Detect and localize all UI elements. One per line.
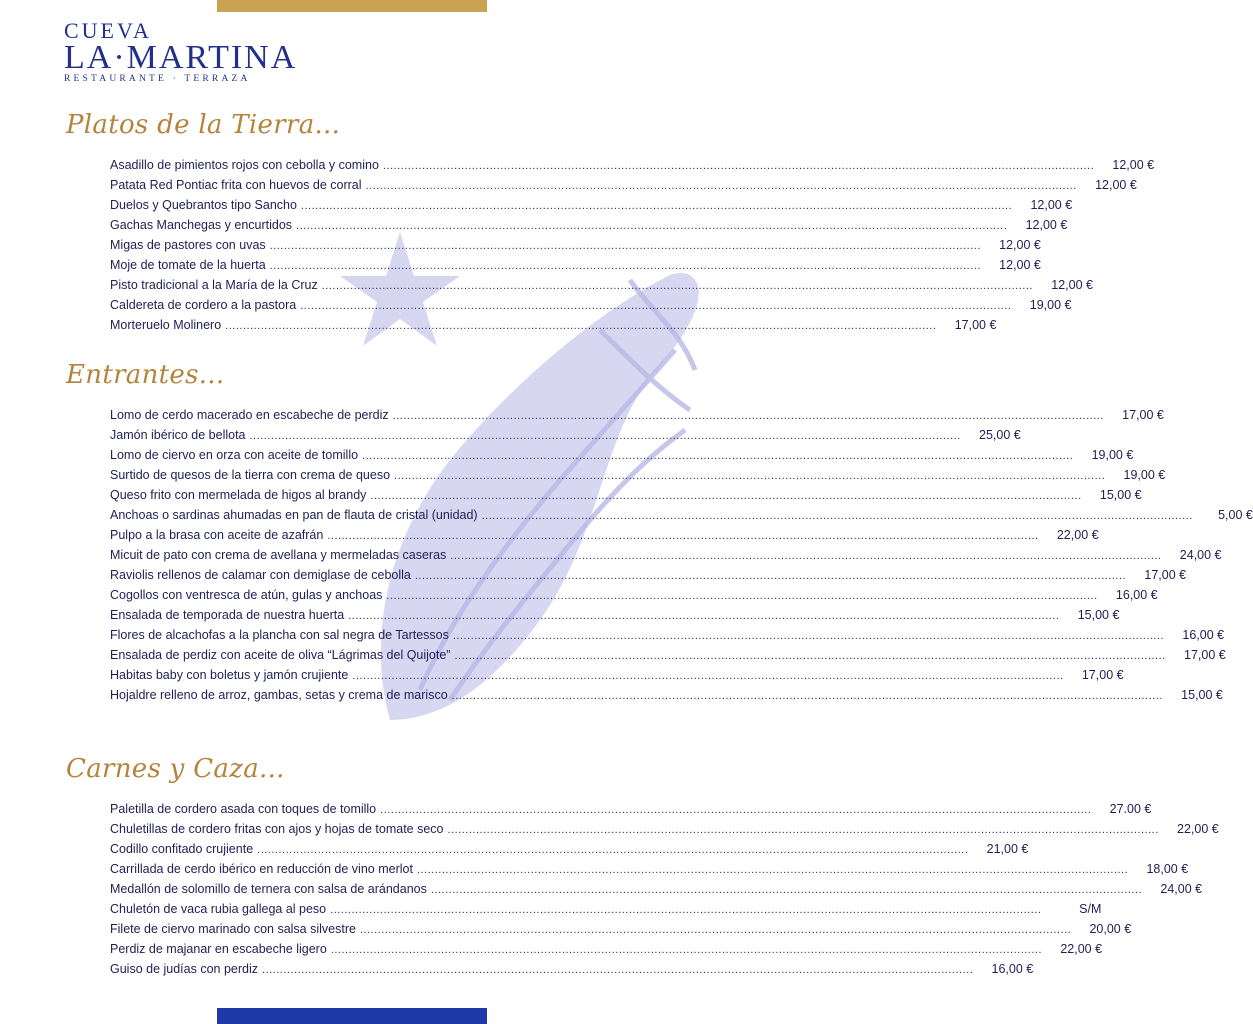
menu-item-name: Queso frito con mermelada de higos al brandy (110, 488, 367, 502)
dot-leader: ........................................................................................................................................................................................................ (414, 570, 1127, 582)
dot-leader: ........................................................................................................................................................................................................ (452, 630, 1165, 642)
menu-item (110, 588, 1158, 608)
menu-item-price: 21,00 € (986, 842, 1029, 856)
section-title-carnes-caza: Carnes y Caza... (66, 754, 285, 784)
dot-leader: ........................................................................................................................................................................................................ (300, 200, 1013, 212)
menu-item-name: Raviolis rellenos de calamar con demiglase de cebolla (110, 568, 411, 582)
menu-item-price: 24,00 € (1160, 882, 1203, 896)
dot-leader: ........................................................................................................................................................................................................ (365, 180, 1077, 192)
menu-item (110, 468, 1166, 488)
menu-item-price: 22,00 € (1177, 822, 1219, 836)
menu-item (110, 648, 1226, 668)
menu-item (110, 528, 1099, 548)
menu-item-price: 12,00 € (1112, 158, 1155, 172)
dot-leader: ........................................................................................................................................................................................................ (269, 260, 981, 272)
dot-leader: ........................................................................................................................................................................................................ (382, 160, 1095, 172)
menu-item-price: 12,00 € (1025, 218, 1068, 232)
menu-item (110, 258, 1041, 278)
dot-leader: ........................................................................................................................................................................................................ (386, 590, 1098, 602)
menu-item-name: Guiso de judías con perdiz (110, 962, 259, 976)
menu-item-name: Jamón ibérico de bellota (110, 428, 246, 442)
menu-item (110, 822, 1219, 842)
menu-item-price: 5,00 € (1218, 508, 1253, 522)
menu-item-name: Caldereta de cordero a la pastora (110, 298, 297, 312)
menu-item-price: 20,00 € (1089, 922, 1132, 936)
dot-leader: ........................................................................................................................................................................................................ (392, 410, 1104, 422)
menu-item-price: 19,00 € (1029, 298, 1072, 312)
menu-item-price: 12,00 € (1095, 178, 1137, 192)
menu-item (110, 278, 1093, 298)
menu-item-name: Duelos y Quebrantos tipo Sancho (110, 198, 297, 212)
restaurant-logo (64, 20, 297, 84)
dot-leader: ........................................................................................................................................................................................................ (451, 690, 1163, 702)
menu-item (110, 408, 1164, 428)
menu-item-name: Flores de alcachofas a la plancha con sal negra de Tartessos (110, 628, 449, 642)
menu-item-name: Surtido de quesos de la tierra con crema de queso (110, 468, 391, 482)
bottom-accent-bar (217, 1008, 487, 1024)
menu-item-price: 16,00 € (991, 962, 1034, 976)
menu-item-price: 12,00 € (1030, 198, 1073, 212)
menu-item-price: 22,00 € (1060, 942, 1103, 956)
menu-item-price: 17,00 € (954, 318, 997, 332)
menu-item-price: 15,00 € (1181, 688, 1223, 702)
menu-item (110, 178, 1137, 198)
menu-item-name: Chuletón de vaca rubia gallega al peso (110, 902, 327, 916)
logo-subtitle: RESTAURANTE · TERRAZA (64, 74, 251, 84)
menu-item-price: 18,00 € (1146, 862, 1189, 876)
menu-item (110, 198, 1073, 218)
dot-leader: ........................................................................................................................................................................................................ (348, 610, 1060, 622)
dot-leader: ........................................................................................................................................................................................................ (296, 220, 1008, 232)
menu-item-name: Ensalada de temporada de nuestra huerta (110, 608, 345, 622)
menu-item (110, 688, 1223, 708)
menu-item-price: 12,00 € (999, 238, 1041, 252)
dot-leader: ........................................................................................................................................................................................................ (359, 924, 1072, 936)
menu-item-name: Habitas baby con boletus y jamón crujiente (110, 668, 349, 682)
dot-leader: ........................................................................................................................................................................................................ (327, 530, 1039, 542)
dot-leader: ........................................................................................................................................................................................................ (330, 904, 1042, 916)
dot-leader: ........................................................................................................................................................................................................ (330, 944, 1043, 956)
dot-leader: ........................................................................................................................................................................................................ (257, 844, 969, 856)
menu-item-name: Lomo de cerdo macerado en escabeche de perdiz (110, 408, 389, 422)
menu-item (110, 488, 1142, 508)
menu-item-price: 24,00 € (1179, 548, 1222, 562)
menu-item-name: Carrillada de cerdo ibérico en reducción de vino merlot (110, 862, 413, 876)
section-title-entrantes: Entrantes... (66, 360, 225, 390)
menu-item (110, 802, 1152, 822)
menu-item (110, 448, 1134, 468)
dot-leader: ........................................................................................................................................................................................................ (380, 804, 1092, 816)
dot-leader: ........................................................................................................................................................................................................ (394, 470, 1106, 482)
menu-item-price: S/M (1079, 902, 1102, 916)
menu-item-price: 25,00 € (979, 428, 1021, 442)
menu-item-price: 22,00 € (1056, 528, 1099, 542)
dot-leader: ........................................................................................................................................................................................................ (321, 280, 1033, 292)
menu-item (110, 548, 1222, 568)
menu-item-price: 19,00 € (1091, 448, 1134, 462)
menu-item-price: 17,00 € (1081, 668, 1124, 682)
menu-item (110, 608, 1120, 628)
menu-item-price: 15,00 € (1077, 608, 1120, 622)
dot-leader: ........................................................................................................................................................................................................ (481, 510, 1193, 522)
menu-item-name: Patata Red Pontiac frita con huevos de corral (110, 178, 362, 192)
menu-item-price: 16,00 € (1182, 628, 1225, 642)
menu-item (110, 668, 1124, 688)
menu-item (110, 298, 1072, 318)
menu-item (110, 318, 997, 338)
menu-item-name: Asadillo de pimientos rojos con cebolla y comino (110, 158, 379, 172)
menu-item-price: 12,00 € (999, 258, 1041, 272)
dot-leader: ........................................................................................................................................................................................................ (450, 550, 1162, 562)
menu-list-carnes-caza (110, 802, 1219, 982)
menu-item-price: 16,00 € (1115, 588, 1158, 602)
logo-name: LA·MARTINA (64, 39, 298, 76)
dot-leader: ........................................................................................................................................................................................................ (430, 884, 1143, 896)
menu-item-name: Cogollos con ventresca de atún, gulas y anchoas (110, 588, 383, 602)
menu-item-price: 19,00 € (1123, 468, 1166, 482)
menu-item-name: Migas de pastores con uvas (110, 238, 266, 252)
menu-item-name: Codillo confitado crujiente (110, 842, 254, 856)
menu-item-price: 17,00 € (1122, 408, 1164, 422)
menu-item (110, 238, 1041, 258)
menu-item (110, 842, 1029, 862)
menu-item-name: Perdiz de majanar en escabeche ligero (110, 942, 327, 956)
menu-item (110, 862, 1189, 882)
menu-item (110, 218, 1068, 238)
menu-item-price: 17,00 € (1184, 648, 1226, 662)
dot-leader: ........................................................................................................................................................................................................ (262, 964, 974, 976)
menu-item (110, 508, 1253, 528)
menu-item-name: Paletilla de cordero asada con toques de tomillo (110, 802, 377, 816)
dot-leader: ........................................................................................................................................................................................................ (447, 824, 1159, 836)
menu-item-name: Pulpo a la brasa con aceite de azafrán (110, 528, 324, 542)
menu-item-name: Gachas Manchegas y encurtidos (110, 218, 293, 232)
menu-item-name: Micuit de pato con crema de avellana y mermeladas caseras (110, 548, 447, 562)
menu-item-name: Hojaldre relleno de arroz, gambas, setas y crema de marisco (110, 688, 448, 702)
menu-item (110, 962, 1034, 982)
menu-item (110, 882, 1203, 902)
menu-item-name: Moje de tomate de la huerta (110, 258, 266, 272)
menu-list-platos-tierra (110, 158, 1155, 338)
dot-leader: ........................................................................................................................................................................................................ (269, 240, 981, 252)
menu-item (110, 902, 1102, 922)
menu-item-name: Morteruelo Molinero (110, 318, 222, 332)
menu-item (110, 942, 1103, 962)
menu-item-price: 27.00 € (1109, 802, 1152, 816)
menu-item (110, 568, 1187, 588)
menu-list-entrantes (110, 408, 1253, 708)
dot-leader: ........................................................................................................................................................................................................ (370, 490, 1082, 502)
menu-item-name: Pisto tradicional a la María de la Cruz (110, 278, 318, 292)
menu-item (110, 628, 1225, 648)
menu-item-name: Medallón de solomillo de ternera con salsa de arándanos (110, 882, 427, 896)
dot-leader: ........................................................................................................................................................................................................ (249, 430, 961, 442)
menu-item-name: Filete de ciervo marinado con salsa silvestre (110, 922, 356, 936)
menu-item (110, 428, 1021, 448)
dot-leader: ........................................................................................................................................................................................................ (362, 450, 1074, 462)
menu-item-name: Lomo de ciervo en orza con aceite de tomillo (110, 448, 359, 462)
dot-leader: ........................................................................................................................................................................................................ (225, 320, 937, 332)
dot-leader: ........................................................................................................................................................................................................ (352, 670, 1064, 682)
menu-item-price: 12,00 € (1051, 278, 1093, 292)
menu-item-price: 15,00 € (1099, 488, 1142, 502)
menu-item-price: 17,00 € (1144, 568, 1187, 582)
menu-item-name: Ensalada de perdiz con aceite de oliva “Lágrimas del Quijote” (110, 648, 451, 662)
dot-leader: ........................................................................................................................................................................................................ (454, 650, 1166, 662)
section-title-platos-tierra: Platos de la Tierra... (66, 110, 341, 140)
logo-cueva: CUEVA (64, 18, 152, 43)
dot-leader: ........................................................................................................................................................................................................ (300, 300, 1012, 312)
menu-item-name: Anchoas o sardinas ahumadas en pan de flauta de cristal (unidad) (110, 508, 478, 522)
menu-item (110, 158, 1155, 178)
top-accent-bar (217, 0, 487, 12)
menu-item-name: Chuletillas de cordero fritas con ajos y hojas de tomate seco (110, 822, 444, 836)
menu-item (110, 922, 1132, 942)
dot-leader: ........................................................................................................................................................................................................ (416, 864, 1129, 876)
